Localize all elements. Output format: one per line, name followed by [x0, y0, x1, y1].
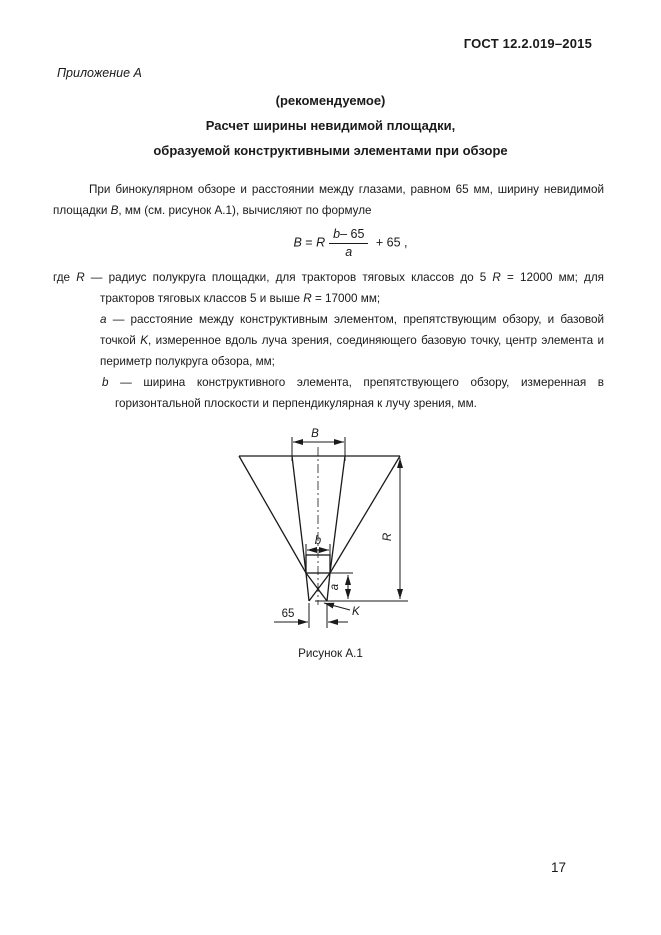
figure-label-a: a: [329, 583, 341, 591]
formula-equals: =: [301, 235, 317, 250]
definition-b: [102, 372, 604, 414]
title-line-2: Расчет ширины невидимой площадки,: [205, 118, 456, 133]
def-a-var-K: K: [140, 334, 148, 347]
figure-a1: [222, 425, 442, 640]
figure-label-B: B: [311, 428, 319, 440]
formula-comma: ,: [400, 235, 408, 250]
definitions: [53, 267, 604, 414]
formula-numerator: [329, 227, 368, 244]
formula-num-var-b: b: [333, 227, 341, 241]
def-a-var: a: [100, 313, 107, 326]
figure-label-b: b: [314, 535, 322, 547]
appendix-title: [0, 88, 661, 163]
intro-paragraph: [53, 179, 604, 221]
formula-tail: + 65: [372, 235, 401, 250]
intro-text-1: При бинокулярном обзоре и расстоянии между глазами, равном 65 мм, ширину невидимой площадки: [53, 183, 604, 217]
figure-caption: Рисунок А.1: [298, 647, 363, 660]
def-r-text-2: = 12000 мм; для тракторов тяговых классов 5 и выше: [100, 271, 605, 305]
formula-den-var-a: a: [345, 245, 353, 260]
intro-text-2: , мм (см. рисунок А.1), вычисляют по формуле: [118, 204, 372, 217]
figure-label-R: R: [382, 532, 394, 542]
title-line-3: образуемой конструктивными элементами при обзоре: [153, 143, 508, 158]
formula-lhs: B: [293, 235, 302, 250]
title-line-1: (рекомендуемое): [275, 93, 386, 108]
definition-R: [53, 267, 604, 309]
def-b-text-1: — ширина конструктивного элемента, препятствующего обзору, измеренная в горизонтальной плоскости и перпендикулярная к лучу зрения, мм.: [108, 376, 604, 410]
intro-var-B: B: [110, 204, 119, 217]
definition-a: [100, 309, 604, 372]
appendix-label: Приложение А: [57, 66, 142, 80]
formula-coeff-R: R: [316, 235, 326, 250]
def-r-text-3: = 17000 мм;: [311, 292, 381, 305]
def-r-text-1: — радиус полукруга площадки, для тракторов тяговых классов до 5: [84, 271, 493, 284]
formula-fraction: [329, 227, 368, 259]
figure-dimension-R: [382, 458, 400, 599]
formula-denominator: [345, 244, 352, 259]
figure-sight-lines: [239, 456, 400, 601]
figure-base-point-K: [324, 603, 361, 618]
formula: [20, 227, 661, 259]
formula-num-rest: – 65: [340, 227, 365, 241]
figure-label-65: 65: [281, 608, 295, 620]
def-r-var-2: R: [492, 271, 501, 284]
def-r-where: где: [53, 271, 77, 284]
page-number: 17: [551, 860, 567, 875]
def-r-var-3: R: [303, 292, 312, 305]
doc-number: ГОСТ 12.2.019–2015: [463, 36, 592, 51]
figure-dimension-a: [329, 573, 353, 599]
def-a-text-2: , измеренное вдоль луча зрения, соединяющего базовую точку, центр элемента и периметр полукруга обзора, мм;: [100, 334, 605, 368]
def-a-text-1: — расстояние между конструктивным элементом, препятствующим обзору, и базовой точкой: [100, 313, 604, 347]
def-b-var: b: [102, 376, 109, 389]
figure-label-K: K: [352, 606, 360, 618]
def-r-var: R: [76, 271, 85, 284]
